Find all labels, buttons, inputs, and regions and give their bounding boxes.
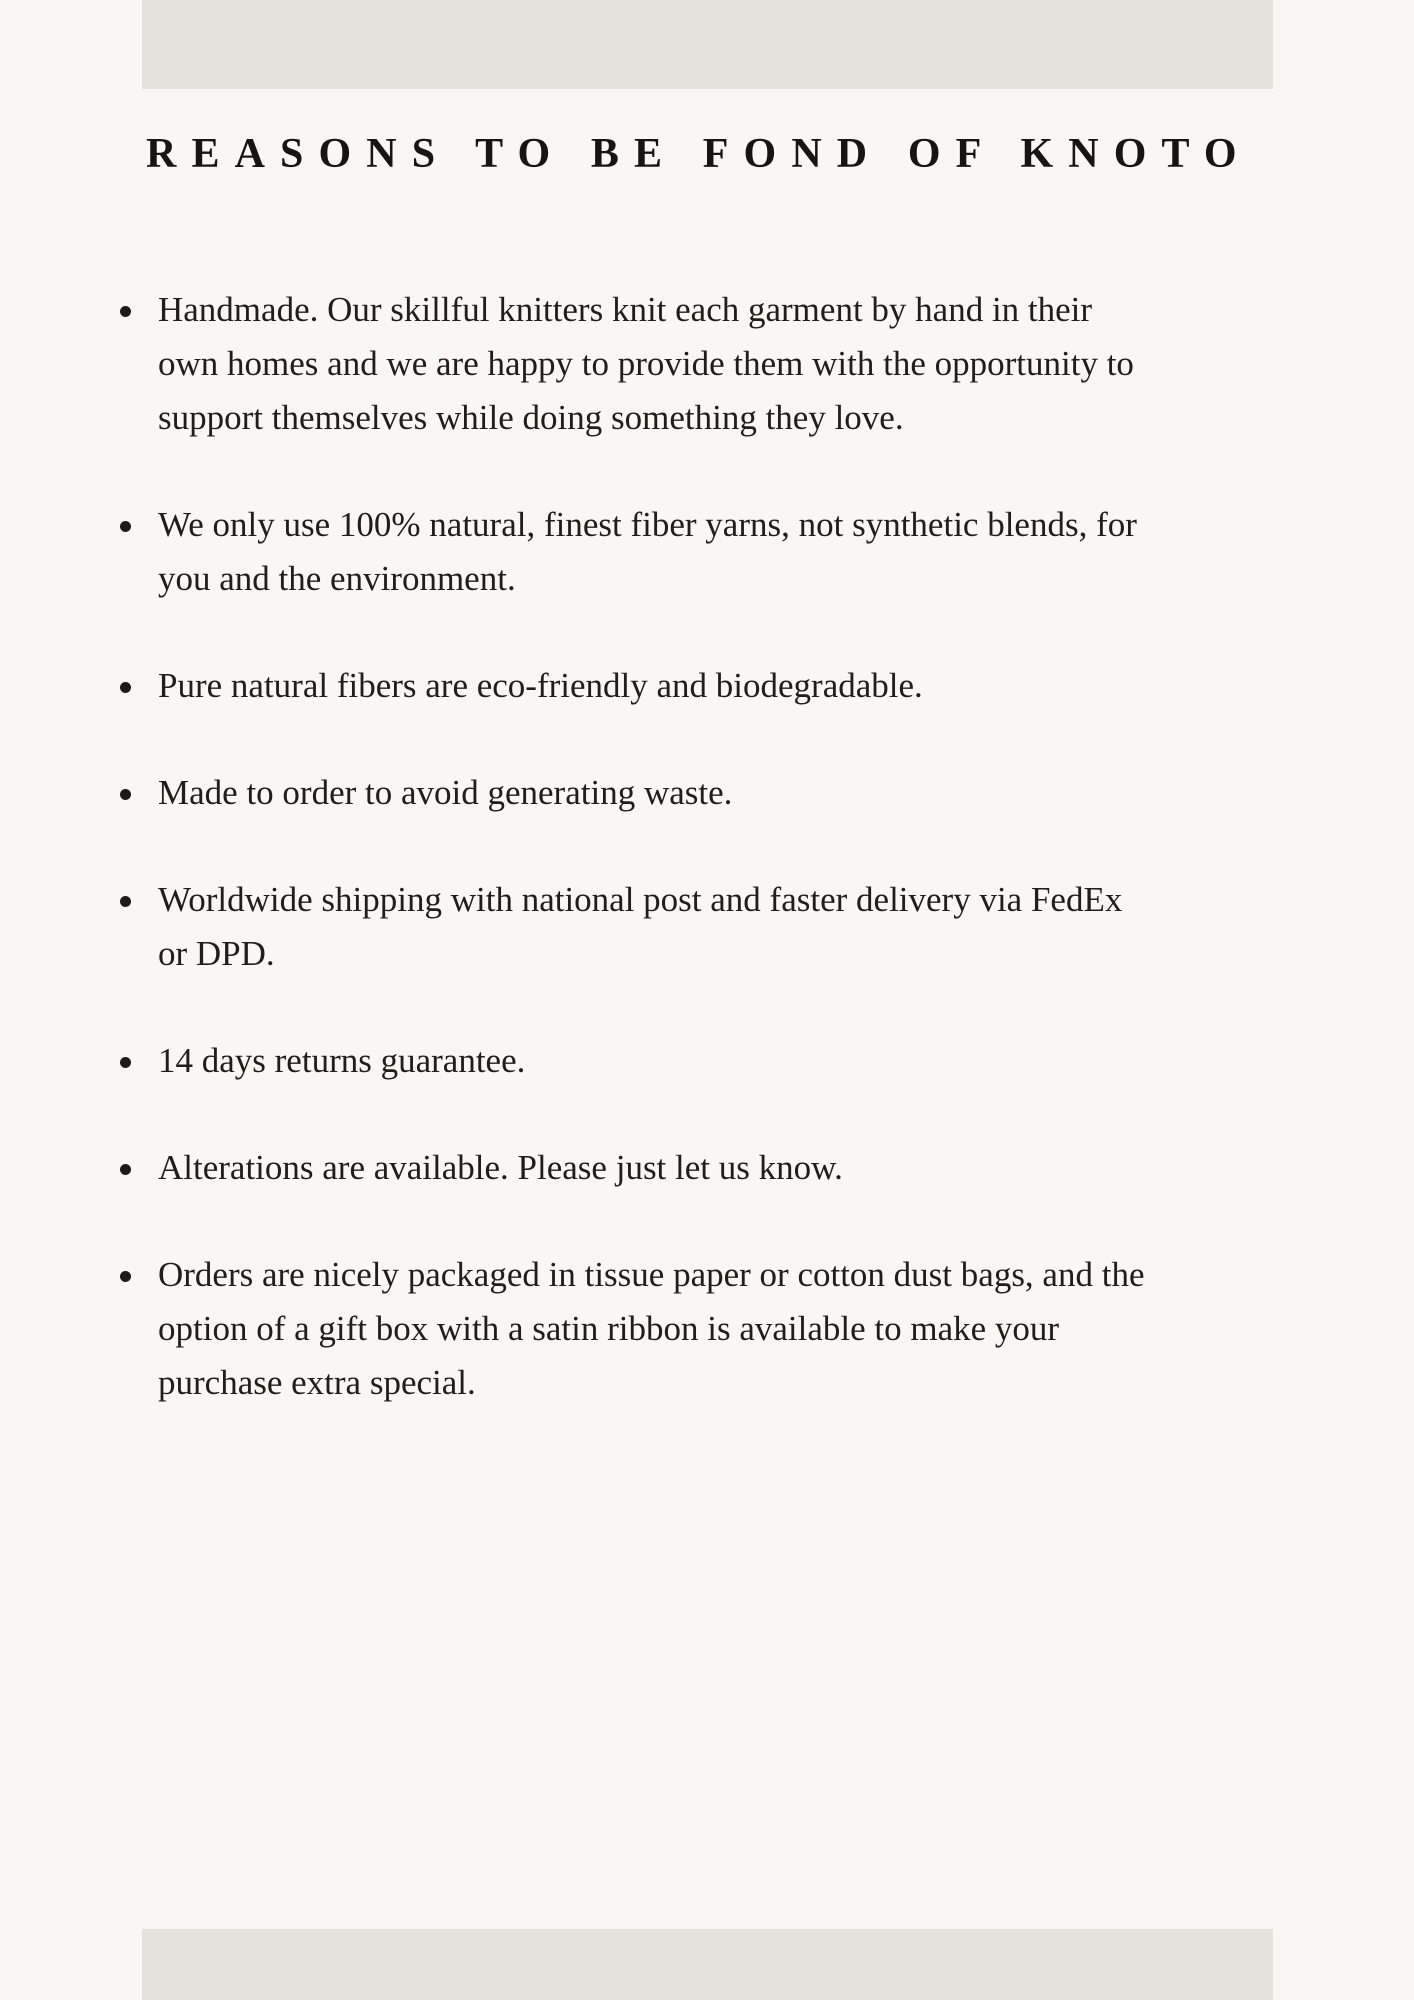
list-item-line: purchase extra special. xyxy=(158,1363,476,1402)
list-item-text xyxy=(158,659,1330,713)
list-item-line: Made to order to avoid generating waste. xyxy=(158,773,733,812)
list-item-text xyxy=(158,766,1330,820)
bullet-dot-icon xyxy=(120,789,131,800)
list-item xyxy=(120,659,1330,713)
bullet-dot-icon xyxy=(120,1271,131,1282)
list-item-line: Worldwide shipping with national post and faster delivery via FedEx xyxy=(158,880,1123,919)
list-item xyxy=(120,498,1330,606)
list-item-line: Pure natural fibers are eco-friendly and biodegradable. xyxy=(158,666,923,705)
list-item-line: Orders are nicely packaged in tissue paper or cotton dust bags, and the xyxy=(158,1255,1145,1294)
list-item-text xyxy=(158,1248,1330,1410)
list-item xyxy=(120,873,1330,981)
bullet-dot-icon xyxy=(120,521,131,532)
list-item-text xyxy=(158,283,1330,445)
list-item-line: Alterations are available. Please just let us know. xyxy=(158,1148,843,1187)
bullet-dot-icon xyxy=(120,306,131,317)
list-item xyxy=(120,1141,1330,1195)
bullet-dot-icon xyxy=(120,1057,131,1068)
page-title: REASONS TO BE FOND OF KNOTO xyxy=(146,131,1252,177)
bullet-dot-icon xyxy=(120,682,131,693)
list-item-line: 14 days returns guarantee. xyxy=(158,1041,526,1080)
list-item xyxy=(120,1034,1330,1088)
top-accent-bar xyxy=(142,0,1273,89)
list-item-line: Handmade. Our skillful knitters knit each garment by hand in their xyxy=(158,290,1093,329)
list-item xyxy=(120,283,1330,445)
list-item-line: you and the environment. xyxy=(158,559,516,598)
bullet-dot-icon xyxy=(120,1164,131,1175)
list-item-text xyxy=(158,1034,1330,1088)
list-item-line: own homes and we are happy to provide them with the opportunity to xyxy=(158,344,1134,383)
list-item-line: or DPD. xyxy=(158,934,275,973)
list-item-line: support themselves while doing something they love. xyxy=(158,398,904,437)
list-item xyxy=(120,1248,1330,1410)
list-item-text xyxy=(158,873,1330,981)
bullet-dot-icon xyxy=(120,896,131,907)
list-item xyxy=(120,766,1330,820)
list-item-line: We only use 100% natural, finest fiber yarns, not synthetic blends, for xyxy=(158,505,1137,544)
reasons-list xyxy=(120,283,1330,1410)
list-item-text xyxy=(158,1141,1330,1195)
bottom-accent-bar xyxy=(142,1929,1273,2000)
list-item-text xyxy=(158,498,1330,606)
list-item-line: option of a gift box with a satin ribbon is available to make your xyxy=(158,1309,1060,1348)
